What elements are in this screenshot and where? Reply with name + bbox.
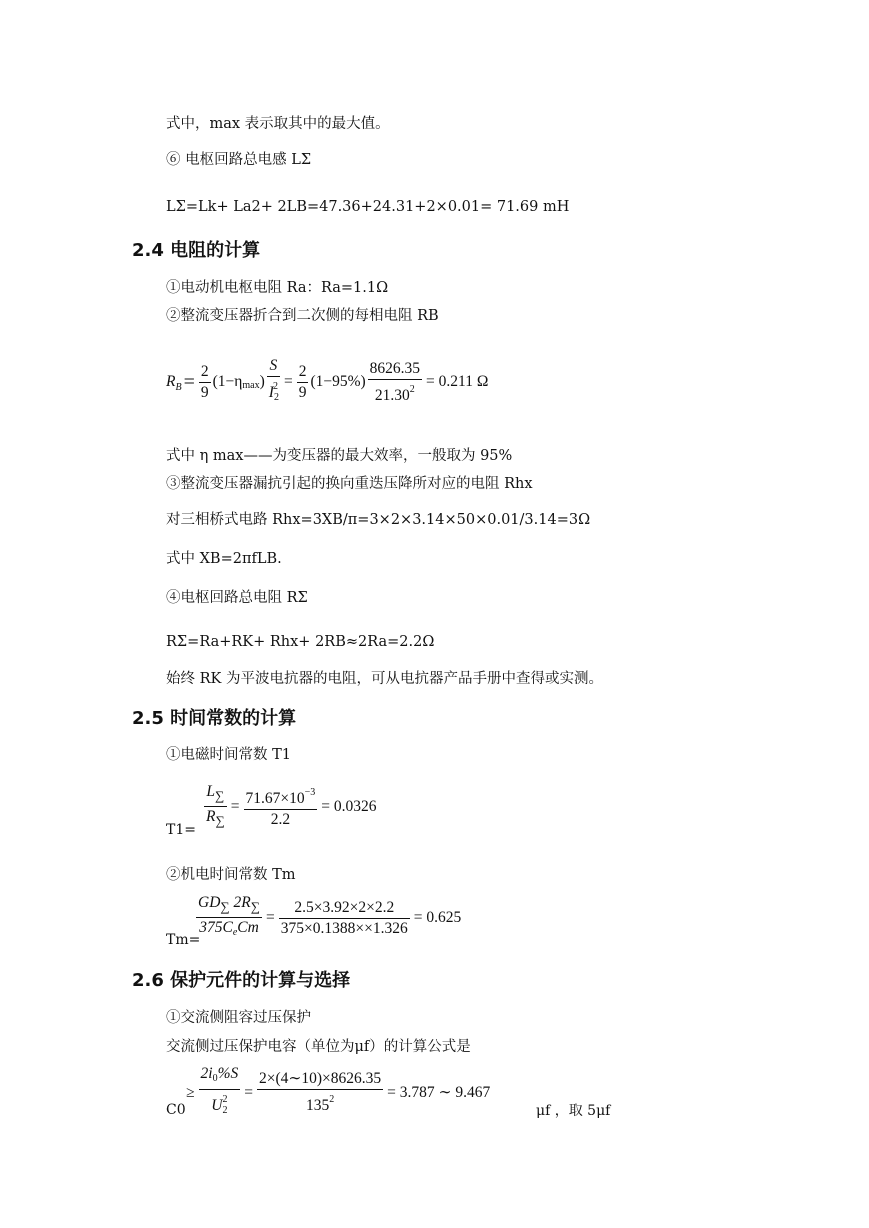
eq-sub: B: [175, 381, 182, 393]
num-sub: ∑: [220, 899, 230, 914]
den-sup: 2: [222, 1094, 228, 1105]
fraction: [244, 783, 318, 830]
text-line: ④电枢回路总电阻 RΣ: [166, 590, 308, 606]
num-term: 2R: [229, 894, 251, 911]
text-line: ⑥ 电枢回路总电感 LΣ: [166, 152, 312, 168]
numerator: [196, 893, 262, 917]
num-value: 71.67×10: [245, 790, 305, 807]
c0-label: C0: [166, 1102, 186, 1118]
denominator: 375×0.1388××1.326: [280, 919, 408, 937]
equation-c0: [186, 1064, 490, 1121]
den-sub: e: [232, 927, 238, 938]
den-sup: 2: [272, 381, 278, 392]
den-sub: 2: [273, 392, 279, 403]
numerator: S: [269, 357, 278, 374]
eq-symbol: =: [183, 370, 195, 393]
fraction: [297, 362, 309, 403]
tm-label: Tm=: [166, 932, 201, 948]
denominator: [373, 380, 417, 406]
eq-result: = 0.0326: [321, 797, 377, 815]
den-symbol: U: [211, 1097, 223, 1114]
denominator: 2.2: [270, 811, 291, 828]
equation-tm: [194, 893, 461, 943]
denominator: [204, 807, 227, 831]
numerator: 2: [200, 362, 209, 380]
text-line: 式中 η max——为变压器的最大效率，一般取为 95%: [166, 448, 513, 464]
num-sub: ∑: [215, 788, 225, 803]
numerator: 8626.35: [369, 359, 421, 377]
num-term: GD: [198, 894, 221, 911]
fraction: [257, 1069, 383, 1116]
denominator: [209, 1090, 229, 1121]
equation-t1: [202, 782, 377, 831]
eq-symbol: R: [166, 373, 176, 390]
equation-rb: [166, 356, 488, 408]
den-value: 21.30: [374, 386, 410, 404]
num-sub: ∑: [250, 899, 261, 914]
denominator: 9: [200, 383, 209, 401]
den-sup: 2: [329, 1094, 335, 1105]
eq-symbol: =: [283, 373, 293, 390]
text-line: 式中 XB=2πfLB.: [166, 551, 282, 567]
section-heading-2-5: 2.5 时间常数的计算: [132, 708, 297, 729]
den-term: 375C: [199, 919, 233, 936]
eq-result: = 0.211 Ω: [426, 373, 489, 390]
den-sub: ∑: [215, 813, 225, 828]
text-line: 交流侧过压保护电容（单位为μf）的计算公式是: [166, 1039, 471, 1055]
eq-term: (1−η: [212, 373, 243, 390]
text-line: ②机电时间常数 Tm: [166, 867, 296, 883]
text-line: ①交流侧阻容过压保护: [166, 1010, 311, 1026]
eq-result: = 0.625: [413, 909, 462, 926]
text-line: ①电动机电枢电阻 Ra：Ra=1.1Ω: [166, 280, 389, 296]
eq-term: ): [259, 373, 265, 390]
fraction: [204, 782, 227, 831]
eq-symbol: =: [230, 797, 240, 815]
fraction: [267, 356, 280, 408]
denominator: [197, 918, 261, 943]
numerator: [244, 783, 318, 809]
num-symbol: L: [206, 783, 216, 800]
num-term: 2i: [200, 1065, 213, 1082]
text-line: ①电磁时间常数 T1: [166, 747, 292, 763]
eq-result: = 3.787 ∼ 9.467: [387, 1084, 491, 1101]
den-symbol: R: [206, 808, 216, 825]
eq-term: (1−95%): [310, 373, 366, 390]
text-line: RΣ=Ra+RK+ Rhx+ 2RB≈2Ra=2.2Ω: [166, 634, 435, 650]
text-line: 对三相桥式电路 Rhx=3XB/π=3×2×3.14×50×0.01/3.14=3Ω: [166, 512, 591, 528]
num-sup: −3: [304, 787, 316, 798]
den-sub: 2: [222, 1105, 228, 1116]
numerator: [204, 782, 226, 806]
den-term: Cm: [237, 919, 259, 936]
section-heading-2-4: 2.4 电阻的计算: [132, 240, 261, 261]
eq-symbol: ≥: [186, 1083, 195, 1101]
text-line: 式中，max 表示取其中的最大值。: [166, 116, 390, 132]
text-line: LΣ=Lk+ La2+ 2LB=47.36+24.31+2×0.01= 71.69 mH: [166, 199, 570, 215]
denominator: 9: [298, 383, 307, 401]
fraction: [279, 898, 410, 939]
text-line: 始终 RK 为平波电抗器的电阻，可从电抗器产品手册中查得或实测。: [166, 671, 603, 687]
numerator: 2.5×3.92×2×2.2: [294, 898, 395, 916]
c0-unit: μf ，取 5μf: [536, 1103, 611, 1119]
section-heading-2-6: 2.6 保护元件的计算与选择: [132, 970, 351, 991]
eq-sub: max: [242, 379, 260, 391]
numerator: [199, 1064, 241, 1089]
fraction: [368, 359, 422, 406]
denominator: [304, 1090, 336, 1116]
t1-label: T1=: [166, 822, 196, 838]
numerator: 2×(4∼10)×8626.35: [259, 1070, 382, 1087]
fraction: [196, 893, 262, 943]
den-sup: 2: [409, 383, 415, 395]
denominator: [267, 377, 280, 408]
text-line: ②整流变压器折合到二次侧的每相电阻 RB: [166, 308, 439, 324]
num-term: %S: [217, 1065, 239, 1082]
eq-symbol: =: [244, 1083, 253, 1101]
den-symbol: I: [268, 384, 274, 401]
fraction: [199, 1064, 241, 1121]
text-line: ③整流变压器漏抗引起的换向重迭压降所对应的电阻 Rhx: [166, 476, 533, 492]
numerator: 2: [298, 362, 307, 380]
den-value: 135: [305, 1097, 330, 1114]
eq-symbol: =: [266, 909, 275, 926]
fraction: [199, 362, 211, 403]
num-sub: 0: [212, 1073, 218, 1084]
